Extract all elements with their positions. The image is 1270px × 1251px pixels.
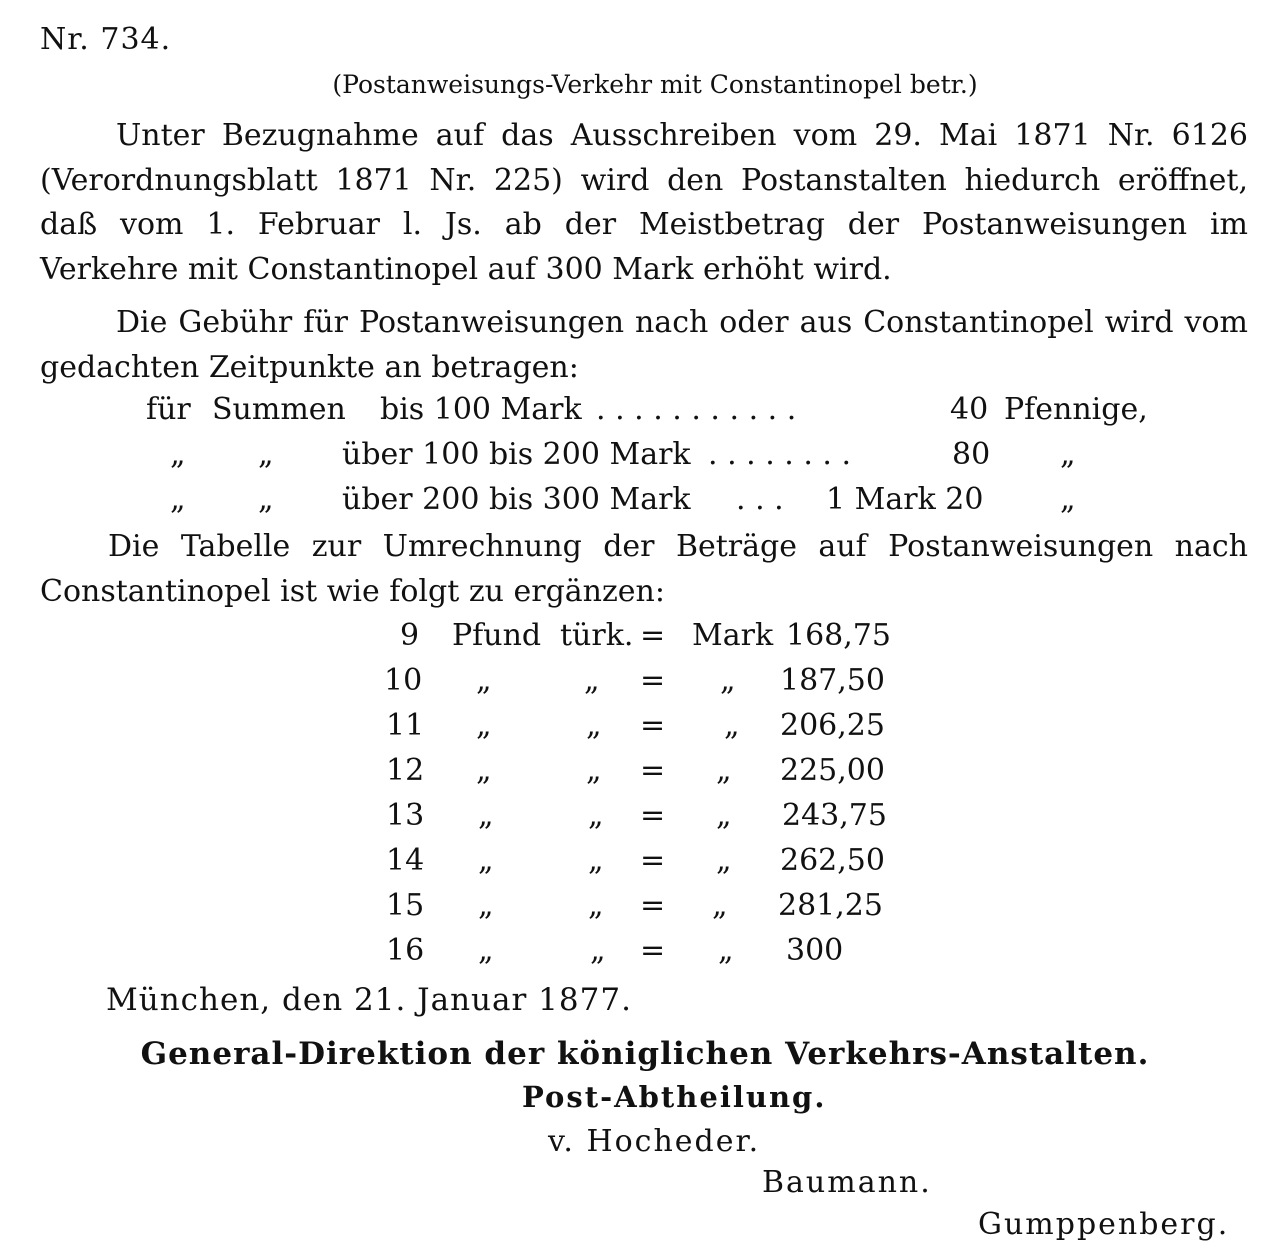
fee-unit: „ <box>1060 437 1076 472</box>
fee-range: über 100 bis 200 Mark <box>342 437 691 472</box>
conversion-value: 243,75 <box>782 798 887 833</box>
conversion-unit1: „ <box>476 708 492 743</box>
conversion-unit1: „ <box>476 663 492 698</box>
conversion-row <box>0 933 1270 977</box>
signature-baumann: Baumann. <box>762 1165 932 1200</box>
conversion-row <box>0 888 1270 932</box>
fee-amount: 80 <box>952 437 991 472</box>
conversion-unit1: „ <box>478 888 494 923</box>
issuing-authority: General-Direktion der königlichen Verkehrs-Anstalten. <box>140 1036 1150 1072</box>
conversion-equals: = <box>640 753 666 788</box>
conversion-pounds: 12 <box>386 753 425 788</box>
fee-prefix1: „ <box>170 482 186 517</box>
paragraph-conversion: Die Tabelle zur Umrechnung der Beträge auf Postanweisungen nach Constantinopel ist wie folgt zu ergänzen: <box>40 529 1248 609</box>
conversion-unit1: „ <box>478 933 494 968</box>
paragraph-fees: Die Gebühr für Postanweisungen nach oder aus Constantinopel wird vom gedachten Zeitpunkte an betragen: <box>40 305 1248 385</box>
fee-leader: . . . . . . . . . . . <box>596 392 797 427</box>
conversion-equals: = <box>640 933 666 968</box>
conversion-equals: = <box>640 663 666 698</box>
conversion-row <box>0 843 1270 887</box>
conversion-pounds: 11 <box>386 708 425 743</box>
conversion-unit2: „ <box>588 888 604 923</box>
fee-leader: . . . <box>736 482 784 517</box>
conversion-mark: „ <box>716 753 732 788</box>
fee-amount: 1 Mark 20 <box>826 482 984 517</box>
conversion-unit2: „ <box>588 843 604 878</box>
announcement-number: Nr. 734. <box>40 22 172 57</box>
conversion-value: 300 <box>786 933 844 968</box>
conversion-mark: Mark <box>692 618 774 653</box>
fee-unit: Pfennige, <box>1004 392 1148 427</box>
fee-range: über 200 bis 300 Mark <box>342 482 691 517</box>
conversion-value: 281,25 <box>778 888 883 923</box>
fee-prefix2: Summen <box>212 392 346 427</box>
fee-prefix1: für <box>146 392 191 427</box>
conversion-value: 187,50 <box>780 663 885 698</box>
conversion-unit1: Pfund <box>452 618 542 653</box>
conversion-mark: „ <box>720 663 736 698</box>
fee-row <box>0 392 1270 436</box>
announcement-subject: (Postanweisungs-Verkehr mit Constantinopel betr.) <box>332 70 978 99</box>
conversion-equals: = <box>640 708 666 743</box>
signature-hocheder: v. Hocheder. <box>548 1124 761 1159</box>
signature-gumppenberg: Gumppenberg. <box>978 1207 1230 1242</box>
conversion-unit2: „ <box>586 753 602 788</box>
conversion-mark: „ <box>716 798 732 833</box>
fee-unit: „ <box>1060 482 1076 517</box>
fee-prefix1: „ <box>170 437 186 472</box>
conversion-equals: = <box>640 798 666 833</box>
fee-amount: 40 <box>950 392 989 427</box>
conversion-row <box>0 663 1270 707</box>
paragraph-intro: Unter Bezugnahme auf das Ausschreiben vom 29. Mai 1871 Nr. 6126 (Verordnungsblatt 1871 Nr. 225) wird den Postanstalten hiedurch eröffnet, daß vom 1. Februar l. Js. ab der Meistbetrag der Postanweisungen im Verkehre mit Constantinopel auf 300 Mark erhöht wird. <box>40 118 1248 287</box>
conversion-equals: = <box>640 888 666 923</box>
fee-row <box>0 437 1270 481</box>
conversion-pounds: 14 <box>386 843 425 878</box>
conversion-pounds: 10 <box>384 663 423 698</box>
place-date: München, den 21. Januar 1877. <box>106 982 632 1018</box>
conversion-pounds: 9 <box>400 618 420 653</box>
conversion-equals: = <box>640 618 666 653</box>
conversion-unit2: türk. <box>560 618 634 653</box>
conversion-row <box>0 753 1270 797</box>
conversion-unit1: „ <box>478 843 494 878</box>
fee-leader: . . . . . . . . <box>708 437 852 472</box>
fee-row <box>0 482 1270 526</box>
conversion-pounds: 13 <box>386 798 425 833</box>
conversion-mark: „ <box>716 843 732 878</box>
conversion-equals: = <box>640 843 666 878</box>
conversion-value: 262,50 <box>780 843 885 878</box>
department: Post-Abtheilung. <box>522 1080 827 1114</box>
conversion-row <box>0 798 1270 842</box>
conversion-mark: „ <box>712 888 728 923</box>
conversion-pounds: 15 <box>386 888 425 923</box>
fee-prefix2: „ <box>258 437 274 472</box>
conversion-unit2: „ <box>590 933 606 968</box>
conversion-unit2: „ <box>588 798 604 833</box>
conversion-unit2: „ <box>586 708 602 743</box>
conversion-value: 225,00 <box>780 753 885 788</box>
conversion-row <box>0 618 1270 662</box>
conversion-mark: „ <box>718 933 734 968</box>
conversion-value: 168,75 <box>786 618 891 653</box>
conversion-row <box>0 708 1270 752</box>
fee-prefix2: „ <box>258 482 274 517</box>
conversion-unit2: „ <box>584 663 600 698</box>
conversion-pounds: 16 <box>386 933 425 968</box>
conversion-unit1: „ <box>478 798 494 833</box>
conversion-unit1: „ <box>476 753 492 788</box>
conversion-value: 206,25 <box>780 708 885 743</box>
conversion-mark: „ <box>724 708 740 743</box>
fee-range: bis 100 Mark <box>380 392 582 427</box>
